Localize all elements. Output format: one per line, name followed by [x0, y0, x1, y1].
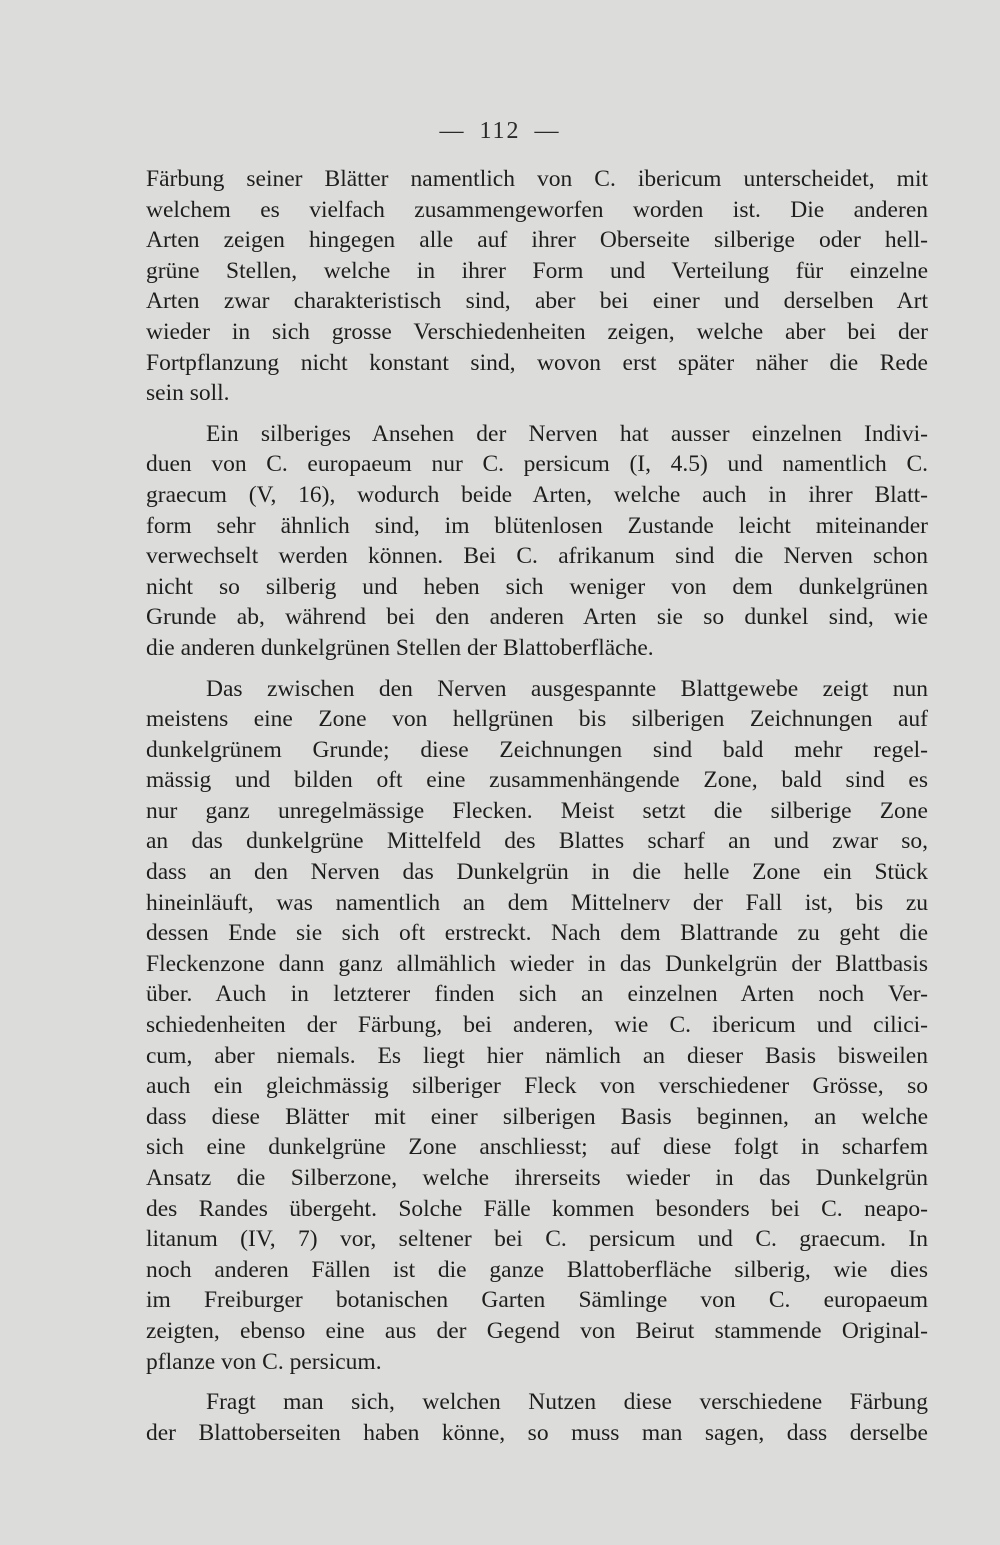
text-line: Ein silberiges Ansehen der Nerven hat ausser einzelnen Indivi- [206, 420, 928, 447]
text-line: grüne Stellen, welche in ihrer Form und Verteilung für einzelne [146, 257, 928, 284]
text-line: litanum (IV, 7) vor, seltener bei C. persicum und C. graecum. In [146, 1226, 928, 1253]
body-text [146, 164, 928, 1448]
text-line: Färbung seiner Blätter namentlich von C. ibericum unterscheidet, mit [146, 166, 928, 192]
text-line: auch ein gleichmässig silberiger Fleck von verschiedener Grösse, so [146, 1073, 928, 1100]
paragraph [146, 419, 928, 664]
text-line: Das zwischen den Nerven ausgespannte Blattgewebe zeigt nun [206, 675, 928, 702]
text-line: welchem es vielfach zusammengeworfen worden ist. Die anderen [146, 196, 928, 223]
text-line: im Freiburger botanischen Garten Sämlinge von C. europaeum [146, 1287, 928, 1314]
text-line: über. Auch in letzterer finden sich an einzelnen Arten noch Ver- [146, 981, 928, 1008]
text-line: dass diese Blätter mit einer silberigen Basis beginnen, an welche [146, 1103, 928, 1130]
text-line: an das dunkelgrüne Mittelfeld des Blattes scharf an und zwar so, [146, 828, 928, 855]
text-line: der Blattoberseiten haben könne, so muss man sagen, dass derselbe [146, 1419, 928, 1446]
text-line: verwechselt werden können. Bei C. afrikanum sind die Nerven schon [146, 543, 928, 570]
text-line: Fragt man sich, welchen Nutzen diese verschiedene Färbung [206, 1389, 928, 1416]
text-line: graecum (V, 16), wodurch beide Arten, welche auch in ihrer Blatt- [146, 481, 928, 508]
text-line: sich eine dunkelgrüne Zone anschliesst; auf diese folgt in scharfem [146, 1134, 928, 1161]
text-line: dass an den Nerven das Dunkelgrün in die helle Zone ein Stück [146, 859, 928, 886]
text-line: mässig und bilden oft eine zusammenhängende Zone, bald sind es [146, 767, 928, 794]
text-line: Arten zeigen hingegen alle auf ihrer Oberseite silberige oder hell- [146, 227, 928, 254]
paragraph-gap [146, 664, 928, 674]
paragraph-gap [146, 1377, 928, 1387]
page-number: — 112 — [439, 118, 561, 144]
text-line: hineinläuft, was namentlich an dem Mittelnerv der Fall ist, bis zu [146, 889, 928, 916]
text-line: schiedenheiten der Färbung, bei anderen, wie C. ibericum und cilici- [146, 1012, 928, 1039]
paragraph [146, 674, 928, 1378]
text-line: cum, aber niemals. Es liegt hier nämlich an dieser Basis bisweilen [146, 1042, 928, 1069]
text-line: zeigten, ebenso eine aus der Gegend von Beirut stammende Original- [146, 1317, 928, 1344]
text-line: Ansatz die Silberzone, welche ihrerseits wieder in das Dunkelgrün [146, 1165, 928, 1191]
text-line: nicht so silberig und heben sich weniger von dem dunkelgrünen [146, 573, 928, 600]
text-line: Arten zwar charakteristisch sind, aber bei einer und derselben Art [146, 288, 928, 315]
text-line: dessen Ende sie sich oft erstreckt. Nach dem Blattrande zu geht die [146, 920, 928, 947]
text-line: meistens eine Zone von hellgrünen bis silberigen Zeichnungen auf [146, 706, 928, 733]
text-line: form sehr ähnlich sind, im blütenlosen Zustande leicht miteinander [146, 512, 928, 539]
paragraph [146, 1387, 928, 1448]
text-line: sein soll. [146, 380, 230, 407]
paragraph-gap [146, 409, 928, 419]
text-line: Fleckenzone dann ganz allmählich wieder in das Dunkelgrün der Blattbasis [146, 950, 928, 977]
text-line: dunkelgrünem Grunde; diese Zeichnungen sind bald mehr regel- [146, 736, 928, 763]
text-line: nur ganz unregelmässige Flecken. Meist setzt die silberige Zone [146, 797, 928, 824]
text-line: Fortpflanzung nicht konstant sind, wovon erst später näher die Rede [146, 349, 928, 376]
text-line: noch anderen Fällen ist die ganze Blattoberfläche silberig, wie dies [146, 1256, 928, 1283]
text-line: Grunde ab, während bei den anderen Arten sie so dunkel sind, wie [146, 604, 928, 631]
text-line: die anderen dunkelgrünen Stellen der Blattoberfläche. [146, 634, 654, 661]
paragraph [146, 164, 928, 409]
text-line: wieder in sich grosse Verschiedenheiten zeigen, welche aber bei der [146, 318, 928, 345]
text-line: pflanze von C. persicum. [146, 1348, 382, 1375]
text-line: duen von C. europaeum nur C. persicum (I, 4.5) und namentlich C. [146, 451, 928, 478]
text-line: des Randes übergeht. Solche Fälle kommen besonders bei C. neapo- [146, 1195, 928, 1222]
